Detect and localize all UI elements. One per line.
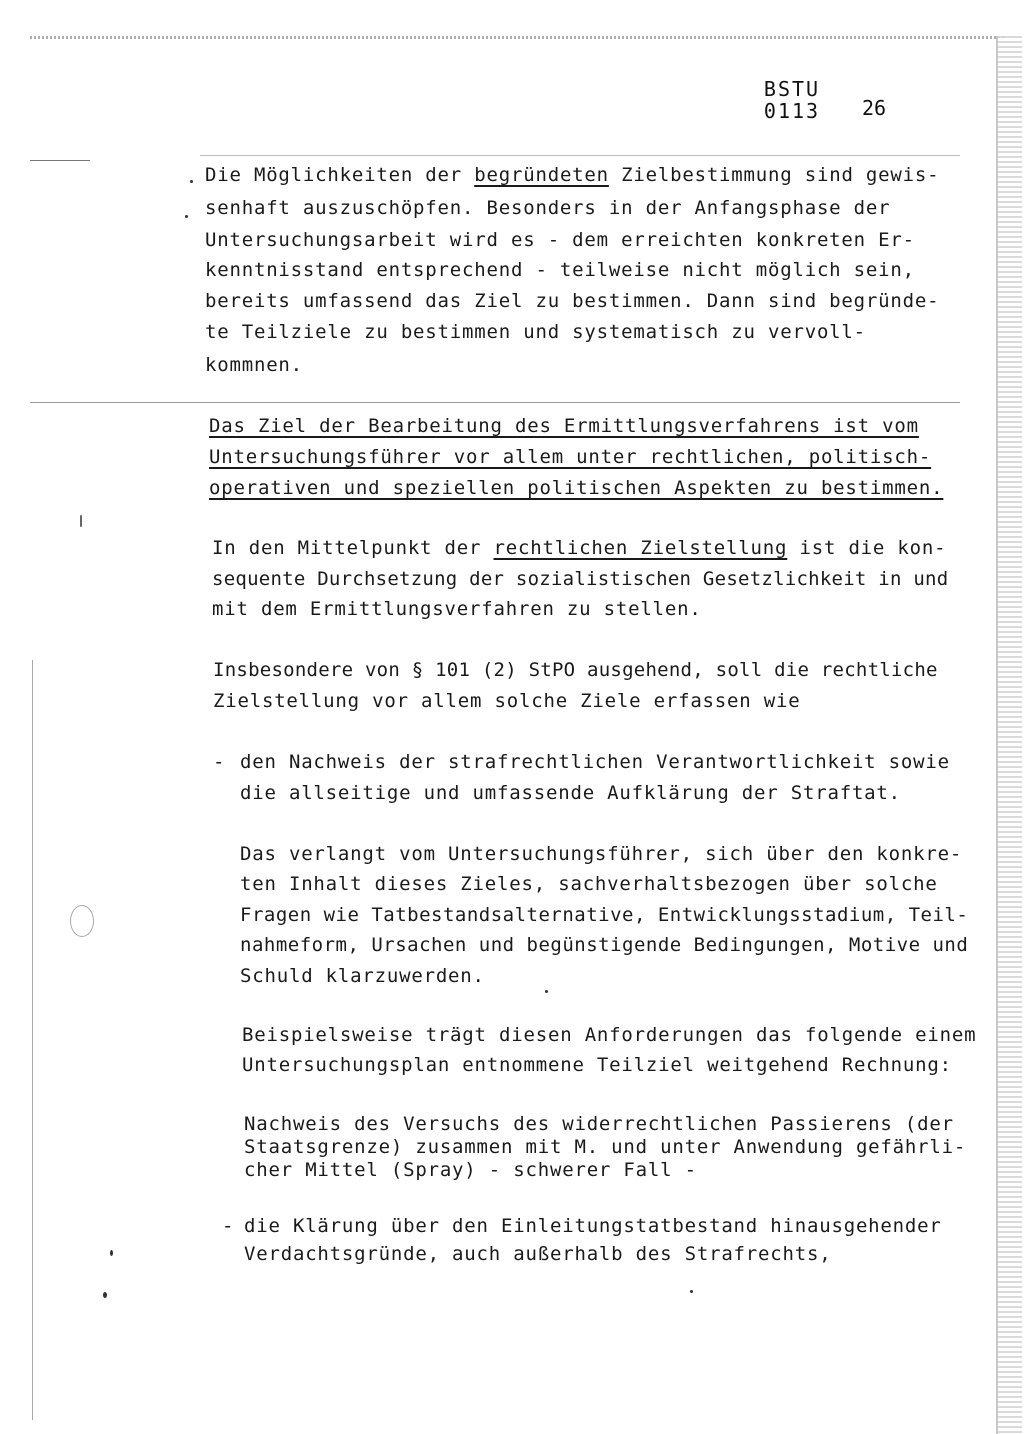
bullet-marker: - <box>222 1215 235 1237</box>
text-segment: In den Mittelpunkt der <box>212 537 494 559</box>
paragraph-5-line-2: ten Inhalt dieses Zieles, sachverhaltsbezogen über solche <box>240 873 938 895</box>
paragraph-1-line-5: bereits umfassend das Ziel zu bestimmen. Dann sind begründe- <box>205 290 940 312</box>
quote-line-3: cher Mittel (Spray) - schwerer Fall - <box>244 1159 697 1181</box>
paragraph-2-line-3: operativen und speziellen politischen Aspekten zu bestimmen. <box>209 477 944 499</box>
paragraph-4-line-2: Zielstellung vor allem solche Ziele erfassen wie <box>213 690 801 712</box>
paragraph-1-line-3: Untersuchungsarbeit wird es - dem erreichten konkreten Er- <box>205 229 915 251</box>
hole-punch-mark <box>70 905 94 937</box>
scan-edge-top <box>30 36 1005 39</box>
paragraph-3-line-3: mit dem Ermittlungsverfahren zu stellen. <box>212 598 702 620</box>
scan-speck <box>110 1250 113 1256</box>
bullet-marker: - <box>213 751 226 773</box>
paragraph-1-line-2: senhaft auszuschöpfen. Besonders in der Anfangsphase der <box>205 197 891 219</box>
underlined-term: rechtlichen Zielstellung <box>493 537 788 559</box>
underlined-term: begründeten <box>474 164 609 186</box>
paragraph-5-line-5: Schuld klarzuwerden. <box>240 965 485 987</box>
scan-speck <box>190 180 193 183</box>
paragraph-6-line-1: Beispielsweise trägt diesen Anforderungen das folgende einem <box>242 1024 977 1046</box>
paragraph-6-line-2: Untersuchungsplan entnommene Teilziel weitgehend Rechnung: <box>242 1054 952 1076</box>
paragraph-1-line-6: te Teilziele zu bestimmen und systematisch zu vervoll- <box>205 321 866 343</box>
archive-stamp <box>752 78 832 122</box>
paragraph-2-line-2: Untersuchungsführer vor allem unter rechtlichen, politisch- <box>209 446 932 468</box>
paragraph-3-line-2: sequente Durchsetzung der sozialistischen Gesetzlichkeit in und <box>212 568 949 590</box>
section-separator-top <box>200 155 960 156</box>
paragraph-3-line-1 <box>212 536 946 560</box>
scan-speck <box>690 1290 693 1293</box>
page-number: 26 <box>862 96 887 120</box>
bullet-1-line-2: die allseitige und umfassende Aufklärung der Straftat. <box>240 782 901 804</box>
stamp-number: 0113 <box>763 99 821 123</box>
bullet-2-line-2: Verdachtsgründe, auch außerhalb des Strafrechts, <box>244 1243 832 1265</box>
margin-dash <box>30 160 90 161</box>
text-segment: Zielbestimmung sind gewis- <box>608 164 940 186</box>
stamp-agency: BSTU <box>763 77 821 101</box>
paragraph-5-line-3: Fragen wie Tatbestandsalternative, Entwicklungsstadium, Teil- <box>240 904 969 926</box>
bullet-1-line-1: den Nachweis der strafrechtlichen Verantwortlichkeit sowie <box>240 751 950 773</box>
quote-line-2: Staatsgrenze) zusammen mit M. und unter Anwendung gefährli- <box>244 1136 967 1158</box>
paragraph-5-line-4: nahmeform, Ursachen und begünstigende Bedingungen, Motive und <box>240 934 969 956</box>
scan-speck <box>103 1292 107 1298</box>
paragraph-2-line-1: Das Ziel der Bearbeitung des Ermittlungsverfahrens ist vom <box>209 415 919 437</box>
paragraph-5-line-1: Das verlangt vom Untersuchungsführer, sich über den konkre- <box>240 843 963 865</box>
scan-margin-line <box>32 660 33 1420</box>
paragraph-1-line-4: kenntnisstand entsprechend - teilweise nicht möglich sein, <box>205 259 915 281</box>
section-separator <box>30 402 960 403</box>
scan-speck <box>545 990 548 993</box>
scan-speck <box>185 215 188 218</box>
bullet-2-line-1: die Klärung über den Einleitungstatbestand hinausgehender <box>244 1215 942 1237</box>
paragraph-1-line-1 <box>205 163 939 187</box>
paragraph-1-line-7: kommnen. <box>205 354 303 376</box>
text-segment: ist die kon- <box>787 537 947 559</box>
quote-line-1: Nachweis des Versuchs des widerrechtlichen Passierens (der <box>244 1113 954 1135</box>
text-segment: Die Möglichkeiten der <box>205 164 475 186</box>
paragraph-4-line-1: Insbesondere von § 101 (2) StPO ausgehend, soll die rechtliche <box>213 659 938 681</box>
scan-edge-right <box>998 36 1022 1434</box>
scan-speck <box>80 515 82 527</box>
